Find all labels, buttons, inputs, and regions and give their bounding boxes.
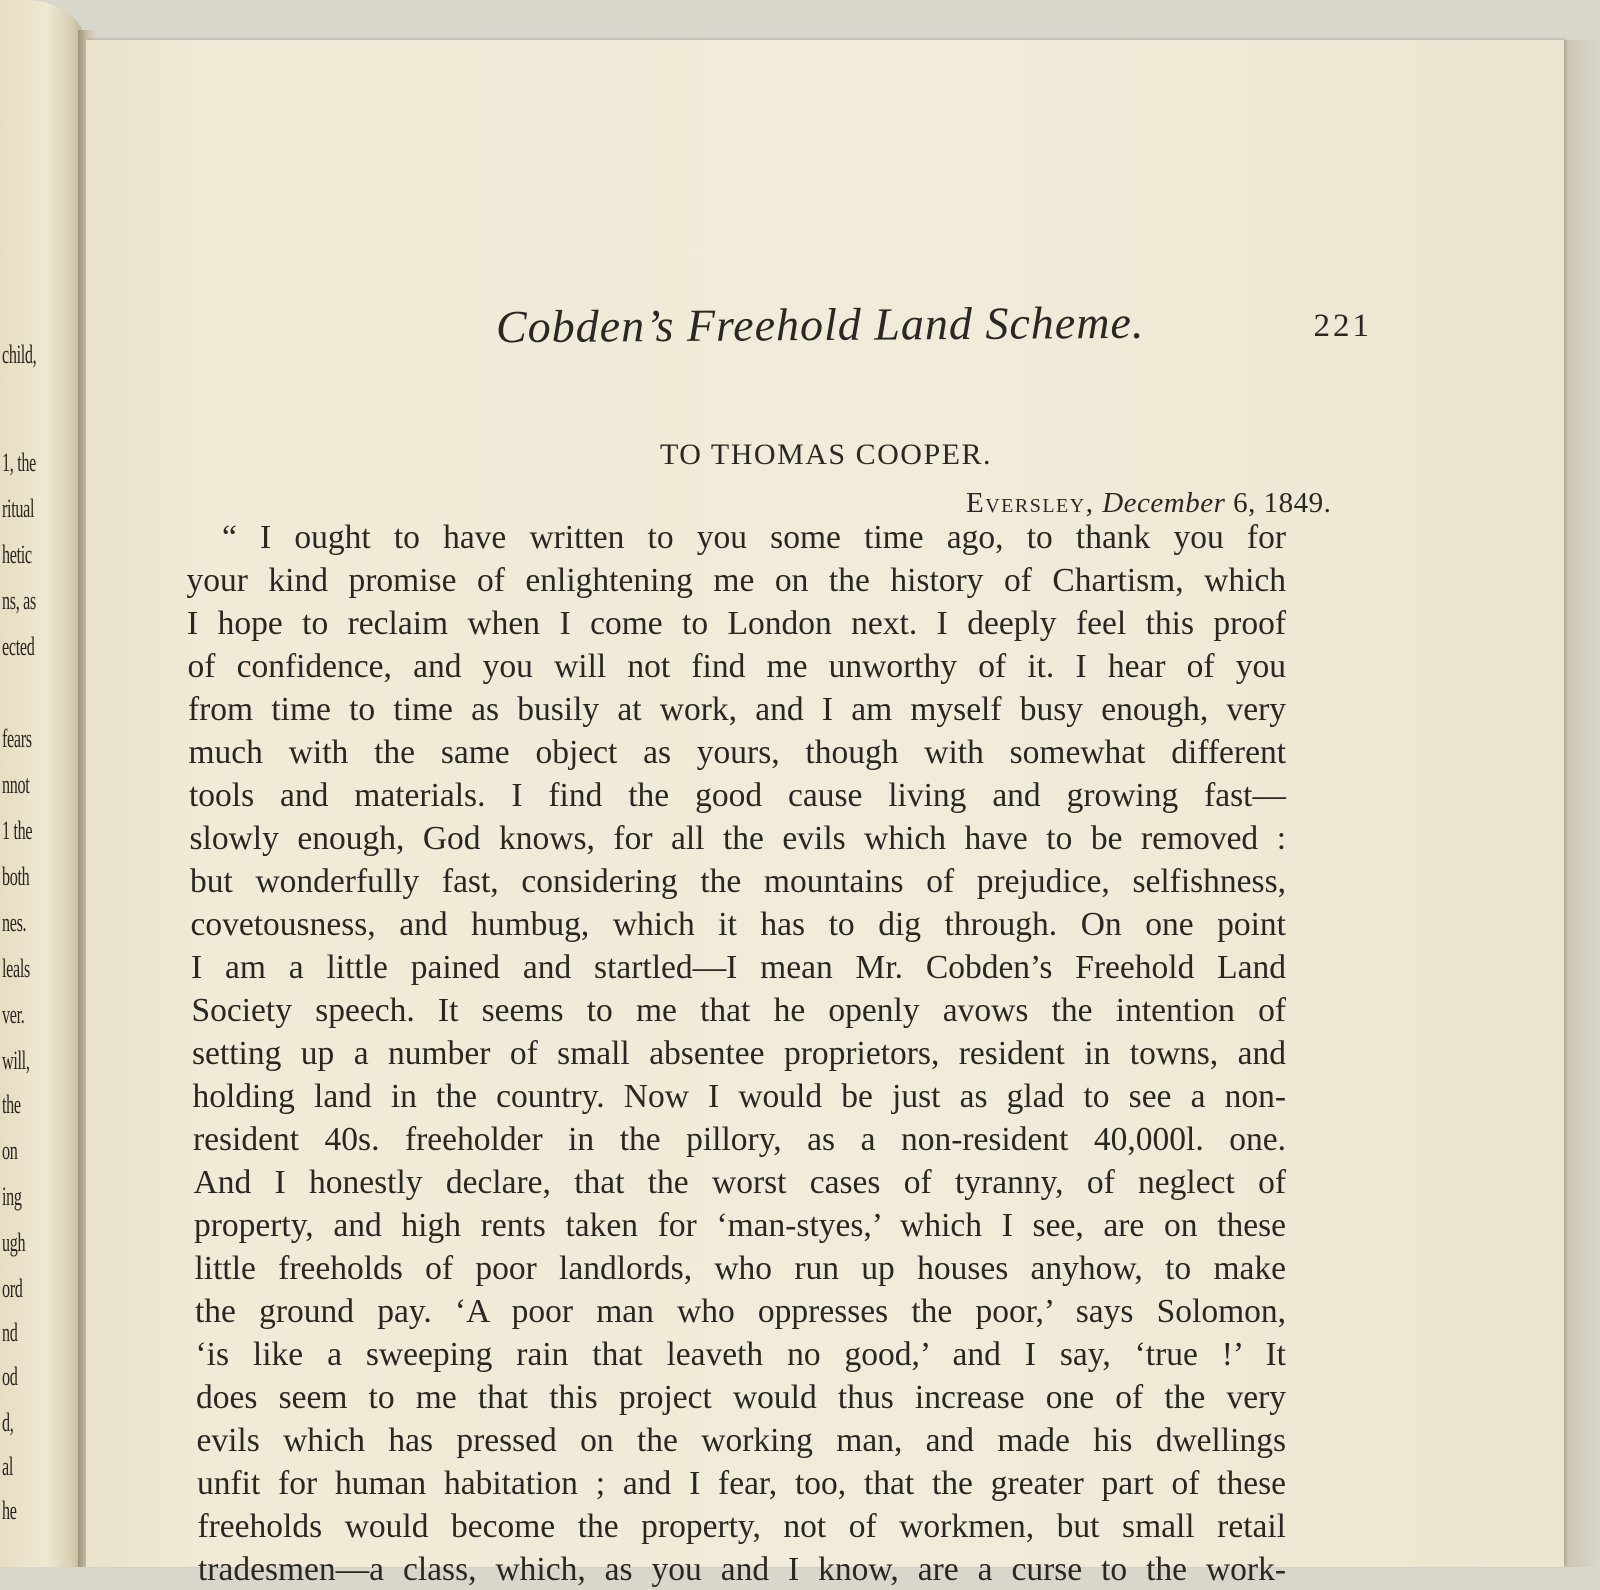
book-page: [86, 40, 1564, 1588]
page-edge: [1562, 40, 1600, 1567]
left-facing-page: [0, 0, 84, 1567]
left-page-fragment: ord: [2, 1274, 23, 1303]
letter-line: covetousness, and humbug, which it has to dig through. On one point: [190, 906, 1286, 943]
letter-line: slowly enough, God knows, for all the evils which have to be removed :: [189, 820, 1286, 857]
letter-line: And I honestly declare, that the worst cases of tyranny, of neglect of: [193, 1164, 1286, 1201]
left-page-fragment: nnot: [2, 770, 30, 799]
letter-line: ‘is like a sweeping rain that leaveth no good,’ and I say, ‘true !’ It: [195, 1336, 1286, 1373]
left-page-fragment: ugh: [2, 1228, 26, 1257]
left-page-fragment: ritual: [2, 494, 35, 523]
letter-line: resident 40s. freeholder in the pillory, as a non-resident 40,000l. one.: [193, 1121, 1286, 1158]
left-page-fragment: on: [2, 1136, 18, 1165]
left-page-fragment: hetic: [2, 540, 32, 569]
dateline-month: December: [1102, 487, 1226, 519]
letter-line: evils which has pressed on the working man, and made his dwellings: [196, 1422, 1286, 1459]
letter-line: I hope to reclaim when I come to London next. I deeply feel this proof: [187, 605, 1286, 642]
left-page-fragment: the: [2, 1090, 21, 1119]
left-page-fragment: leals: [2, 954, 30, 983]
left-page-fragment: will,: [2, 1046, 30, 1075]
left-page-fragment: ns, as: [2, 586, 36, 615]
letter-line: your kind promise of enlightening me on the history of Chartism, which: [186, 562, 1286, 599]
letter-line: freeholds would become the property, not of workmen, but small retail: [197, 1508, 1286, 1545]
left-page-fragment: he: [2, 1496, 17, 1525]
letter-line: holding land in the country. Now I would be just as glad to see a non-: [192, 1078, 1286, 1115]
left-page-fragment: fears: [2, 724, 32, 753]
letter-line: does seem to me that this project would thus increase one of the very: [196, 1379, 1286, 1416]
letter-line: much with the same object as yours, though with somewhat different: [188, 734, 1286, 771]
letter-line: “ I ought to have written to you some time ago, to thank you for: [222, 519, 1286, 556]
page-number: 221: [1313, 308, 1372, 344]
left-page-fragment: od: [2, 1362, 18, 1391]
left-page-fragment: ected: [2, 632, 35, 661]
letter-line: tools and materials. I find the good cause living and growing fast—: [189, 777, 1286, 814]
letter-heading: TO THOMAS COOPER.: [660, 438, 992, 471]
left-page-fragment: 1 the: [2, 816, 33, 845]
letter-dateline: [966, 487, 1331, 520]
dateline-place: Eversley,: [966, 487, 1095, 519]
letter-line: from time to time as busily at work, and I am myself busy enough, very: [188, 691, 1286, 728]
left-page-fragment: ing: [2, 1182, 22, 1211]
left-page-fragment: child,: [2, 340, 37, 369]
letter-line: tradesmen—a class, which, as you and I know, are a curse to the work-: [198, 1551, 1286, 1588]
left-page-fragment: ver.: [2, 1000, 25, 1029]
left-page-fragment: d,: [2, 1408, 14, 1437]
left-page-fragment: al: [2, 1452, 14, 1481]
letter-line: the ground pay. ‘A poor man who oppresses the poor,’ says Solomon,: [195, 1293, 1286, 1330]
running-title: Cobden’s Freehold Land Scheme.: [495, 296, 1145, 353]
letter-line: of confidence, and you will not find me unworthy of it. I hear of you: [187, 648, 1286, 685]
letter-line: unfit for human habitation ; and I fear, too, that the greater part of these: [197, 1465, 1286, 1502]
left-page-fragment: nes.: [2, 908, 27, 937]
dateline-rest: 6, 1849.: [1233, 487, 1332, 519]
letter-line: property, and high rents taken for ‘man-styes,’ which I see, are on these: [194, 1207, 1286, 1244]
letter-line: but wonderfully fast, considering the mountains of prejudice, selfishness,: [190, 863, 1286, 900]
left-page-fragment: nd: [2, 1318, 18, 1347]
left-page-fragment: 1, the: [2, 448, 36, 477]
letter-line: I am a little pained and startled—I mean Mr. Cobden’s Freehold Land: [191, 949, 1286, 986]
letter-line: Society speech. It seems to me that he openly avows the intention of: [191, 992, 1286, 1029]
letter-line: little freeholds of poor landlords, who run up houses anyhow, to make: [194, 1250, 1286, 1287]
letter-line: setting up a number of small absentee proprietors, resident in towns, and: [192, 1035, 1286, 1072]
running-head: [496, 298, 1376, 358]
left-page-fragment: both: [2, 862, 30, 891]
